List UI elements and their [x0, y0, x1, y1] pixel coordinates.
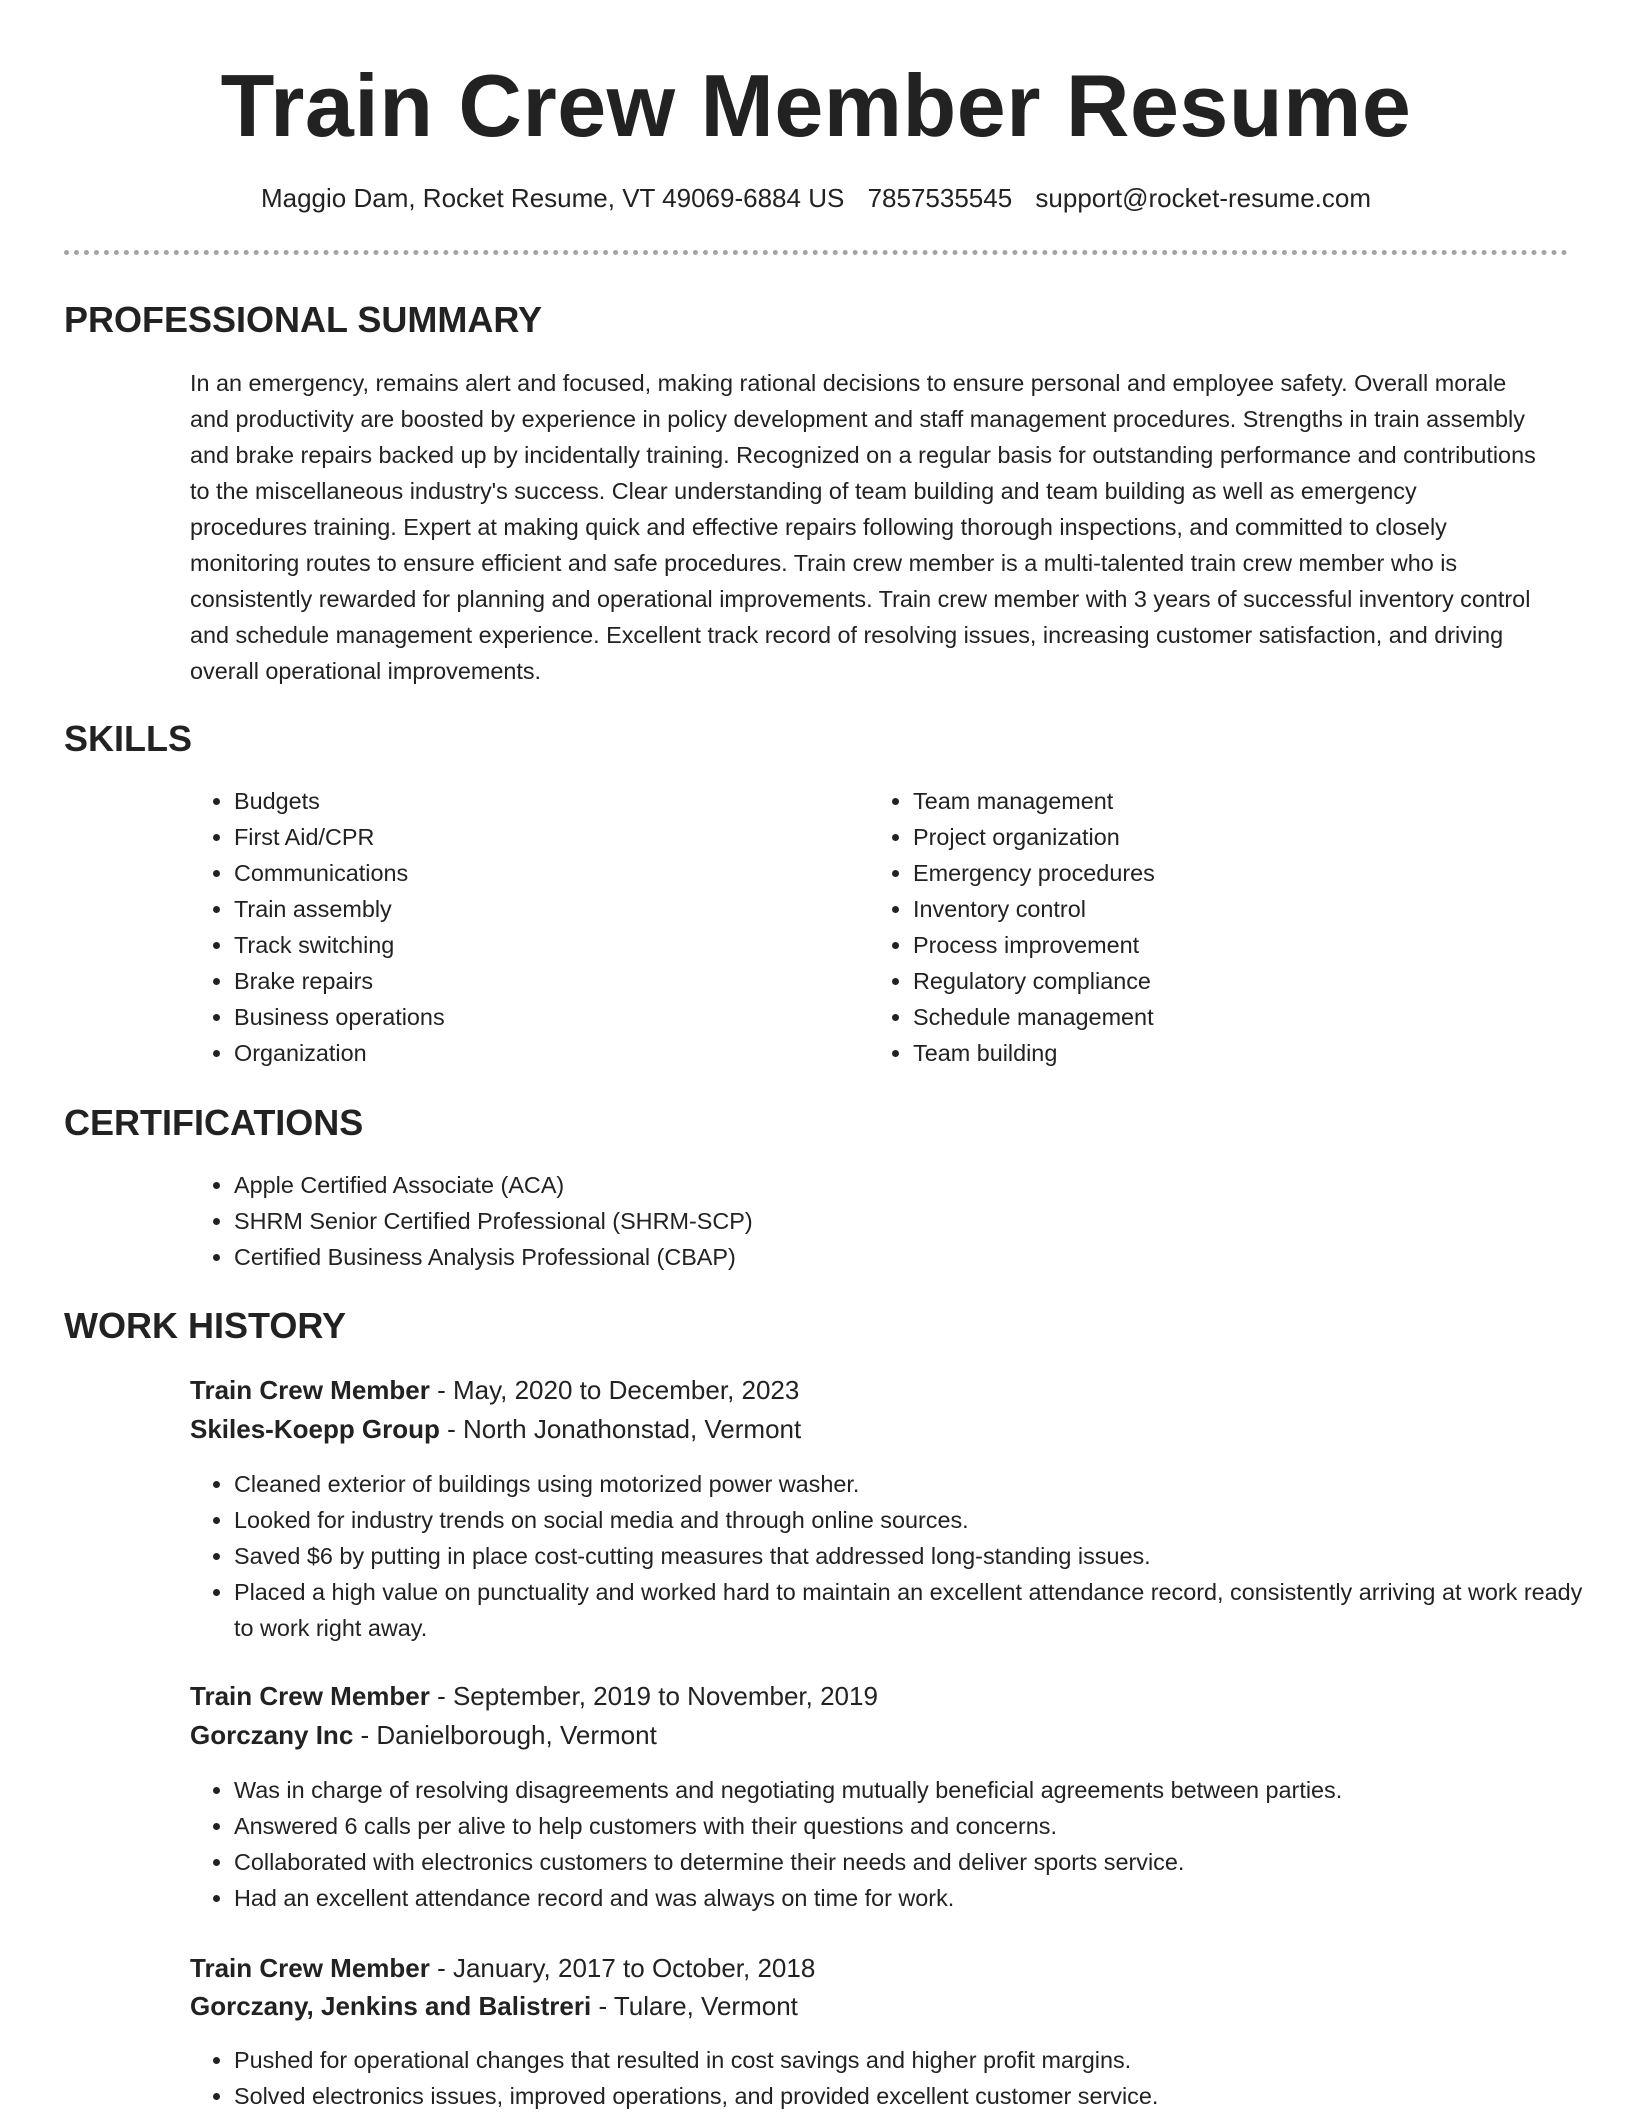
job-location: - Tulare, Vermont [591, 1991, 798, 2021]
section-title-certifications: CERTIFICATIONS [64, 1102, 364, 1143]
resume-title: Train Crew Member Resume [220, 56, 1412, 155]
contact-email: support@rocket-resume.com [1035, 183, 1372, 213]
list-item: • Looked for industry trends on social media and through online sources. [234, 1502, 1594, 1538]
job-title-line [190, 1951, 815, 1985]
list-item: • Pushed for operational changes that resulted in cost savings and higher profit margins. [234, 2042, 1594, 2078]
list-item: • First Aid/CPR [234, 819, 794, 855]
job-company: Gorczany Inc [190, 1720, 354, 1750]
job-company: Gorczany, Jenkins and Balistreri [190, 1991, 592, 2021]
job-bullets [190, 2042, 1594, 2114]
list-item: • Cleaned exterior of buildings using motorized power washer. [234, 1466, 1594, 1502]
certifications-list [190, 1167, 1534, 1275]
list-item: • Project organization [913, 819, 1513, 855]
list-item: • Track switching [234, 927, 794, 963]
list-item: • Communications [234, 855, 794, 891]
section-title-work-history: WORK HISTORY [64, 1305, 347, 1346]
contact-phone: 7857535545 [867, 183, 1013, 213]
section-title-summary: PROFESSIONAL SUMMARY [64, 299, 543, 340]
header-divider [64, 250, 1568, 255]
skills-list-left [190, 783, 794, 1071]
list-item: • SHRM Senior Certified Professional (SHRM-SCP) [234, 1203, 1534, 1239]
list-item: • Business operations [234, 999, 794, 1035]
job-bullets [190, 1772, 1594, 1916]
list-item: • Brake repairs [234, 963, 794, 999]
job-location: - Danielborough, Vermont [353, 1720, 657, 1750]
job-dates: - September, 2019 to November, 2019 [429, 1681, 878, 1711]
list-item: • Had an excellent attendance record and was always on time for work. [234, 1880, 1594, 1916]
job-title: Train Crew Member [190, 1953, 430, 1983]
skills-list-right [869, 783, 1513, 1071]
job-title-line [190, 1679, 878, 1713]
list-item: • Team management [913, 783, 1513, 819]
job-company: Skiles-Koepp Group [190, 1414, 440, 1444]
job-location: - North Jonathonstad, Vermont [439, 1414, 802, 1444]
list-item: • Apple Certified Associate (ACA) [234, 1167, 1534, 1203]
job-title: Train Crew Member [190, 1375, 430, 1405]
list-item: • Solved electronics issues, improved operations, and provided excellent customer service. [234, 2078, 1594, 2114]
job-company-line [190, 1989, 798, 2023]
list-item: • Schedule management [913, 999, 1513, 1035]
list-item: • Placed a high value on punctuality and worked hard to maintain an excellent attendance record, consistently arriving at work ready to work right away. [234, 1574, 1594, 1646]
list-item: • Certified Business Analysis Professional (CBAP) [234, 1239, 1534, 1275]
job-company-line [190, 1412, 801, 1446]
list-item: • Team building [913, 1035, 1513, 1071]
list-item: • Train assembly [234, 891, 794, 927]
list-item: • Collaborated with electronics customers to determine their needs and deliver sports service. [234, 1844, 1594, 1880]
job-title: Train Crew Member [190, 1681, 430, 1711]
job-dates: - May, 2020 to December, 2023 [429, 1375, 800, 1405]
list-item: • Saved $6 by putting in place cost-cutting measures that addressed long-standing issues. [234, 1538, 1594, 1574]
summary-text: In an emergency, remains alert and focused, making rational decisions to ensure personal and employee safety. Overall morale and productivity are boosted by experience in policy development and staff management procedures. Strengths in train assembly and brake repairs backed up by incidentally training. Recognized on a regular basis for outstanding performance and contributions to the miscellaneous industry's success. Clear understanding of team building and team building as well as emergency procedures training. Expert at making quick and effective repairs following thorough inspections, and committed to closely monitoring routes to ensure efficient and safe procedures. Train crew member is a multi-talented train crew member who is consistently rewarded for planning and operational improvements. Train crew member with 3 years of successful inventory control and schedule management experience. Excellent track record of resolving issues, increasing customer satisfaction, and driving overall operational improvements. [190, 370, 1536, 684]
list-item: • Organization [234, 1035, 794, 1071]
contact-line [0, 182, 1632, 214]
job-dates: - January, 2017 to October, 2018 [429, 1953, 816, 1983]
list-item: • Was in charge of resolving disagreements and negotiating mutually beneficial agreements between parties. [234, 1772, 1594, 1808]
list-item: • Answered 6 calls per alive to help customers with their questions and concerns. [234, 1808, 1594, 1844]
list-item: • Inventory control [913, 891, 1513, 927]
section-title-skills: SKILLS [64, 718, 193, 759]
job-title-line [190, 1373, 799, 1407]
list-item: • Emergency procedures [913, 855, 1513, 891]
list-item: • Process improvement [913, 927, 1513, 963]
contact-address: Maggio Dam, Rocket Resume, VT 49069-6884 US [260, 183, 845, 213]
list-item: • Budgets [234, 783, 794, 819]
job-company-line [190, 1718, 657, 1752]
list-item: • Regulatory compliance [913, 963, 1513, 999]
job-bullets [190, 1466, 1594, 1646]
